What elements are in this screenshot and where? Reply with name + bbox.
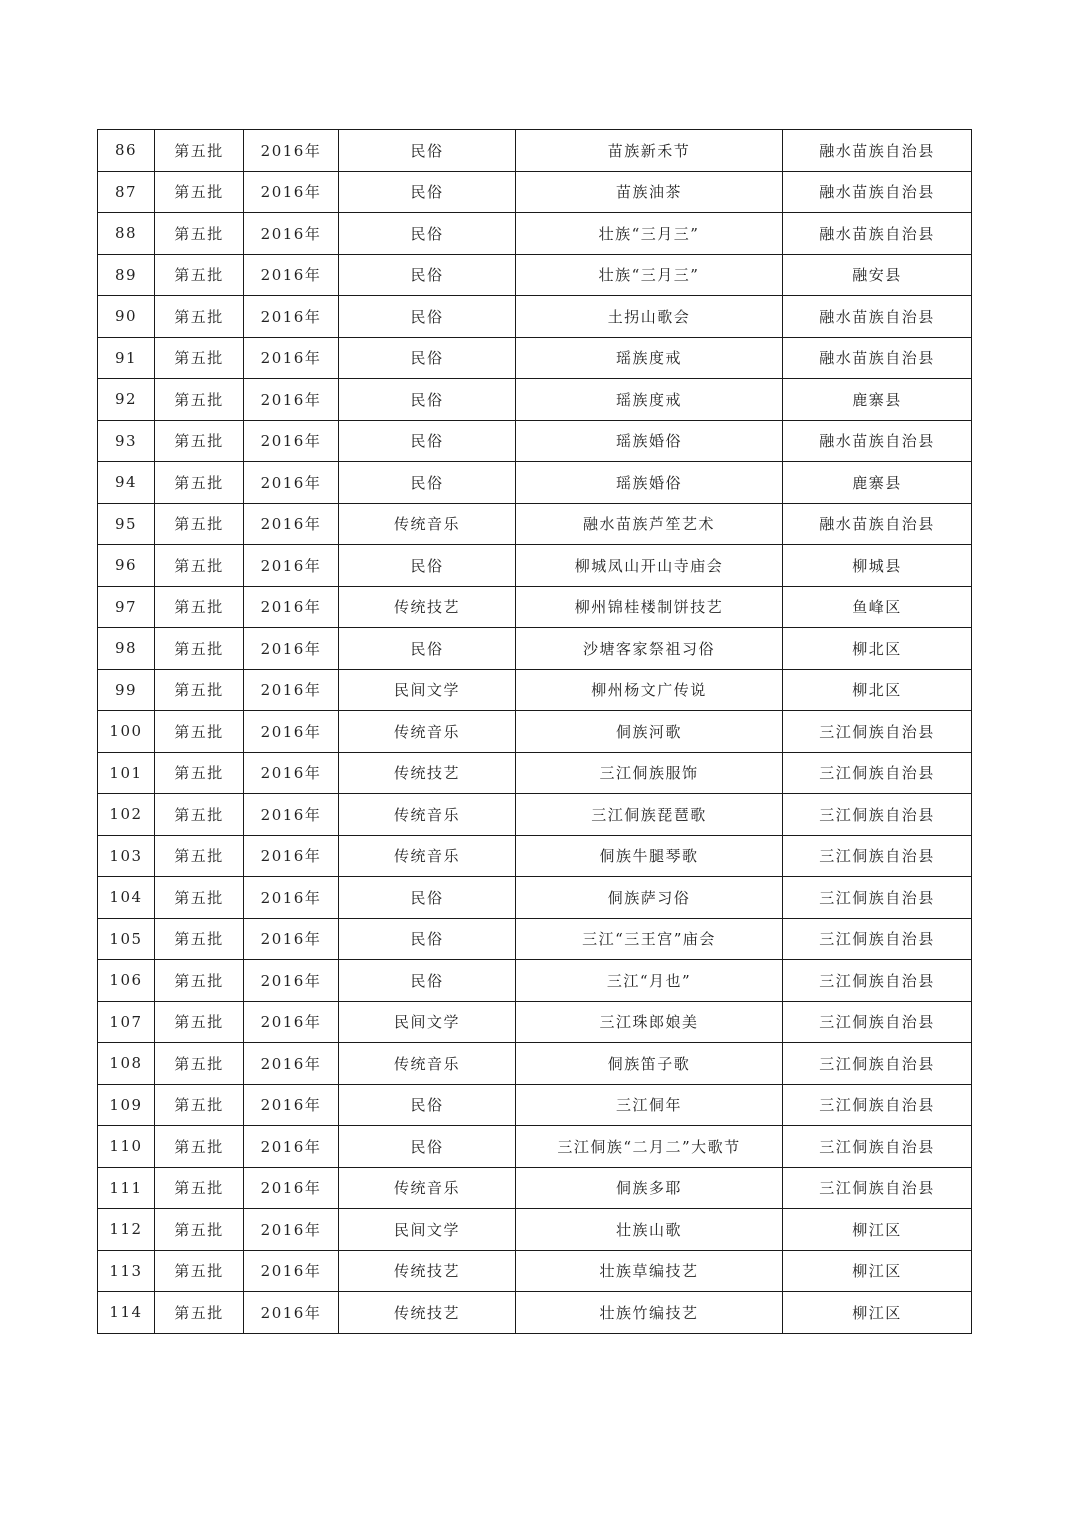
region-cell: 柳北区	[783, 669, 972, 711]
category-cell: 传统音乐	[339, 1043, 516, 1085]
year-cell: 2016年	[244, 1292, 339, 1334]
region-cell: 三江侗族自治县	[783, 794, 972, 836]
project-name-cell: 融水苗族芦笙艺术	[516, 503, 783, 545]
batch-cell: 第五批	[155, 960, 244, 1002]
batch-cell: 第五批	[155, 171, 244, 213]
table-row	[98, 1126, 972, 1168]
row-number-cell: 93	[98, 420, 155, 462]
category-cell: 传统技艺	[339, 752, 516, 794]
row-number-cell: 107	[98, 1001, 155, 1043]
project-name-cell: 三江侗年	[516, 1084, 783, 1126]
year-cell: 2016年	[244, 1001, 339, 1043]
heritage-list-table	[97, 129, 972, 1334]
year-cell: 2016年	[244, 130, 339, 172]
project-name-cell: 三江侗族服饰	[516, 752, 783, 794]
category-cell: 民俗	[339, 877, 516, 919]
category-cell: 传统技艺	[339, 1250, 516, 1292]
batch-cell: 第五批	[155, 213, 244, 255]
batch-cell: 第五批	[155, 1126, 244, 1168]
batch-cell: 第五批	[155, 1084, 244, 1126]
row-number-cell: 99	[98, 669, 155, 711]
batch-cell: 第五批	[155, 918, 244, 960]
project-name-cell: 三江侗族“二月二”大歌节	[516, 1126, 783, 1168]
project-name-cell: 壮族山歌	[516, 1209, 783, 1251]
project-name-cell: 壮族“三月三”	[516, 254, 783, 296]
category-cell: 民俗	[339, 462, 516, 504]
table-row	[98, 877, 972, 919]
project-name-cell: 沙塘客家祭祖习俗	[516, 628, 783, 670]
project-name-cell: 苗族油茶	[516, 171, 783, 213]
category-cell: 民俗	[339, 379, 516, 421]
region-cell: 三江侗族自治县	[783, 835, 972, 877]
category-cell: 传统音乐	[339, 835, 516, 877]
year-cell: 2016年	[244, 794, 339, 836]
row-number-cell: 86	[98, 130, 155, 172]
row-number-cell: 97	[98, 586, 155, 628]
batch-cell: 第五批	[155, 296, 244, 338]
project-name-cell: 柳州杨文广传说	[516, 669, 783, 711]
year-cell: 2016年	[244, 1167, 339, 1209]
year-cell: 2016年	[244, 711, 339, 753]
table-row	[98, 1001, 972, 1043]
category-cell: 民俗	[339, 254, 516, 296]
table-row	[98, 213, 972, 255]
row-number-cell: 114	[98, 1292, 155, 1334]
category-cell: 传统技艺	[339, 1292, 516, 1334]
project-name-cell: 三江“三王宫”庙会	[516, 918, 783, 960]
region-cell: 融水苗族自治县	[783, 420, 972, 462]
row-number-cell: 92	[98, 379, 155, 421]
region-cell: 融水苗族自治县	[783, 171, 972, 213]
batch-cell: 第五批	[155, 1250, 244, 1292]
region-cell: 三江侗族自治县	[783, 711, 972, 753]
table-row	[98, 296, 972, 338]
row-number-cell: 101	[98, 752, 155, 794]
category-cell: 民间文学	[339, 1209, 516, 1251]
category-cell: 民俗	[339, 960, 516, 1002]
region-cell: 鹿寨县	[783, 379, 972, 421]
region-cell: 融水苗族自治县	[783, 337, 972, 379]
region-cell: 三江侗族自治县	[783, 918, 972, 960]
row-number-cell: 109	[98, 1084, 155, 1126]
table-row	[98, 1209, 972, 1251]
table-row	[98, 337, 972, 379]
category-cell: 民俗	[339, 337, 516, 379]
region-cell: 三江侗族自治县	[783, 752, 972, 794]
row-number-cell: 105	[98, 918, 155, 960]
row-number-cell: 106	[98, 960, 155, 1002]
region-cell: 融水苗族自治县	[783, 130, 972, 172]
table-row	[98, 1292, 972, 1334]
table-row	[98, 379, 972, 421]
table-row	[98, 628, 972, 670]
year-cell: 2016年	[244, 877, 339, 919]
category-cell: 民俗	[339, 213, 516, 255]
row-number-cell: 98	[98, 628, 155, 670]
year-cell: 2016年	[244, 835, 339, 877]
row-number-cell: 102	[98, 794, 155, 836]
region-cell: 融水苗族自治县	[783, 503, 972, 545]
region-cell: 三江侗族自治县	[783, 960, 972, 1002]
project-name-cell: 侗族萨习俗	[516, 877, 783, 919]
project-name-cell: 三江侗族琵琶歌	[516, 794, 783, 836]
region-cell: 柳城县	[783, 545, 972, 587]
table-row	[98, 171, 972, 213]
row-number-cell: 87	[98, 171, 155, 213]
year-cell: 2016年	[244, 379, 339, 421]
region-cell: 三江侗族自治县	[783, 1126, 972, 1168]
batch-cell: 第五批	[155, 503, 244, 545]
year-cell: 2016年	[244, 171, 339, 213]
region-cell: 三江侗族自治县	[783, 1001, 972, 1043]
table-row	[98, 960, 972, 1002]
project-name-cell: 瑶族度戒	[516, 379, 783, 421]
table-row	[98, 254, 972, 296]
table-row	[98, 545, 972, 587]
year-cell: 2016年	[244, 545, 339, 587]
batch-cell: 第五批	[155, 1167, 244, 1209]
project-name-cell: 侗族河歌	[516, 711, 783, 753]
region-cell: 三江侗族自治县	[783, 1167, 972, 1209]
table-body	[98, 130, 972, 1334]
row-number-cell: 95	[98, 503, 155, 545]
table-row	[98, 918, 972, 960]
table-row	[98, 752, 972, 794]
region-cell: 融水苗族自治县	[783, 296, 972, 338]
category-cell: 民俗	[339, 420, 516, 462]
table-row	[98, 794, 972, 836]
batch-cell: 第五批	[155, 1292, 244, 1334]
region-cell: 柳江区	[783, 1209, 972, 1251]
year-cell: 2016年	[244, 462, 339, 504]
region-cell: 融安县	[783, 254, 972, 296]
table-row	[98, 711, 972, 753]
year-cell: 2016年	[244, 1209, 339, 1251]
year-cell: 2016年	[244, 1084, 339, 1126]
batch-cell: 第五批	[155, 1001, 244, 1043]
project-name-cell: 壮族“三月三”	[516, 213, 783, 255]
category-cell: 传统音乐	[339, 794, 516, 836]
project-name-cell: 柳城凤山开山寺庙会	[516, 545, 783, 587]
project-name-cell: 三江“月也”	[516, 960, 783, 1002]
category-cell: 民间文学	[339, 1001, 516, 1043]
batch-cell: 第五批	[155, 130, 244, 172]
project-name-cell: 壮族草编技艺	[516, 1250, 783, 1292]
category-cell: 传统音乐	[339, 503, 516, 545]
year-cell: 2016年	[244, 254, 339, 296]
project-name-cell: 瑶族度戒	[516, 337, 783, 379]
category-cell: 传统音乐	[339, 1167, 516, 1209]
batch-cell: 第五批	[155, 254, 244, 296]
row-number-cell: 88	[98, 213, 155, 255]
table-row	[98, 835, 972, 877]
row-number-cell: 89	[98, 254, 155, 296]
table-row	[98, 1167, 972, 1209]
category-cell: 民俗	[339, 918, 516, 960]
category-cell: 民俗	[339, 1126, 516, 1168]
row-number-cell: 96	[98, 545, 155, 587]
row-number-cell: 90	[98, 296, 155, 338]
project-name-cell: 壮族竹编技艺	[516, 1292, 783, 1334]
region-cell: 融水苗族自治县	[783, 213, 972, 255]
batch-cell: 第五批	[155, 420, 244, 462]
category-cell: 民俗	[339, 628, 516, 670]
year-cell: 2016年	[244, 586, 339, 628]
year-cell: 2016年	[244, 1126, 339, 1168]
category-cell: 民间文学	[339, 669, 516, 711]
region-cell: 柳江区	[783, 1292, 972, 1334]
batch-cell: 第五批	[155, 835, 244, 877]
batch-cell: 第五批	[155, 586, 244, 628]
year-cell: 2016年	[244, 503, 339, 545]
batch-cell: 第五批	[155, 462, 244, 504]
table-row	[98, 1084, 972, 1126]
batch-cell: 第五批	[155, 752, 244, 794]
region-cell: 三江侗族自治县	[783, 877, 972, 919]
project-name-cell: 瑶族婚俗	[516, 462, 783, 504]
project-name-cell: 土拐山歌会	[516, 296, 783, 338]
region-cell: 三江侗族自治县	[783, 1043, 972, 1085]
table-row	[98, 1250, 972, 1292]
batch-cell: 第五批	[155, 711, 244, 753]
batch-cell: 第五批	[155, 794, 244, 836]
table-row	[98, 420, 972, 462]
batch-cell: 第五批	[155, 337, 244, 379]
category-cell: 民俗	[339, 171, 516, 213]
project-name-cell: 三江珠郎娘美	[516, 1001, 783, 1043]
batch-cell: 第五批	[155, 628, 244, 670]
year-cell: 2016年	[244, 296, 339, 338]
region-cell: 柳北区	[783, 628, 972, 670]
batch-cell: 第五批	[155, 1043, 244, 1085]
batch-cell: 第五批	[155, 877, 244, 919]
category-cell: 传统技艺	[339, 586, 516, 628]
row-number-cell: 111	[98, 1167, 155, 1209]
category-cell: 传统音乐	[339, 711, 516, 753]
project-name-cell: 侗族牛腿琴歌	[516, 835, 783, 877]
batch-cell: 第五批	[155, 669, 244, 711]
category-cell: 民俗	[339, 545, 516, 587]
table-row	[98, 1043, 972, 1085]
year-cell: 2016年	[244, 628, 339, 670]
project-name-cell: 苗族新禾节	[516, 130, 783, 172]
project-name-cell: 瑶族婚俗	[516, 420, 783, 462]
table-row	[98, 462, 972, 504]
year-cell: 2016年	[244, 1043, 339, 1085]
row-number-cell: 104	[98, 877, 155, 919]
row-number-cell: 103	[98, 835, 155, 877]
category-cell: 民俗	[339, 130, 516, 172]
row-number-cell: 100	[98, 711, 155, 753]
batch-cell: 第五批	[155, 1209, 244, 1251]
batch-cell: 第五批	[155, 379, 244, 421]
table-row	[98, 130, 972, 172]
row-number-cell: 91	[98, 337, 155, 379]
project-name-cell: 侗族多耶	[516, 1167, 783, 1209]
batch-cell: 第五批	[155, 545, 244, 587]
row-number-cell: 112	[98, 1209, 155, 1251]
row-number-cell: 110	[98, 1126, 155, 1168]
year-cell: 2016年	[244, 1250, 339, 1292]
year-cell: 2016年	[244, 918, 339, 960]
row-number-cell: 94	[98, 462, 155, 504]
region-cell: 柳江区	[783, 1250, 972, 1292]
table-row	[98, 669, 972, 711]
year-cell: 2016年	[244, 669, 339, 711]
row-number-cell: 113	[98, 1250, 155, 1292]
year-cell: 2016年	[244, 420, 339, 462]
year-cell: 2016年	[244, 337, 339, 379]
category-cell: 民俗	[339, 296, 516, 338]
region-cell: 鹿寨县	[783, 462, 972, 504]
category-cell: 民俗	[339, 1084, 516, 1126]
region-cell: 鱼峰区	[783, 586, 972, 628]
table-row	[98, 503, 972, 545]
year-cell: 2016年	[244, 960, 339, 1002]
project-name-cell: 柳州锦桂楼制饼技艺	[516, 586, 783, 628]
year-cell: 2016年	[244, 752, 339, 794]
year-cell: 2016年	[244, 213, 339, 255]
project-name-cell: 侗族笛子歌	[516, 1043, 783, 1085]
row-number-cell: 108	[98, 1043, 155, 1085]
table-row	[98, 586, 972, 628]
region-cell: 三江侗族自治县	[783, 1084, 972, 1126]
